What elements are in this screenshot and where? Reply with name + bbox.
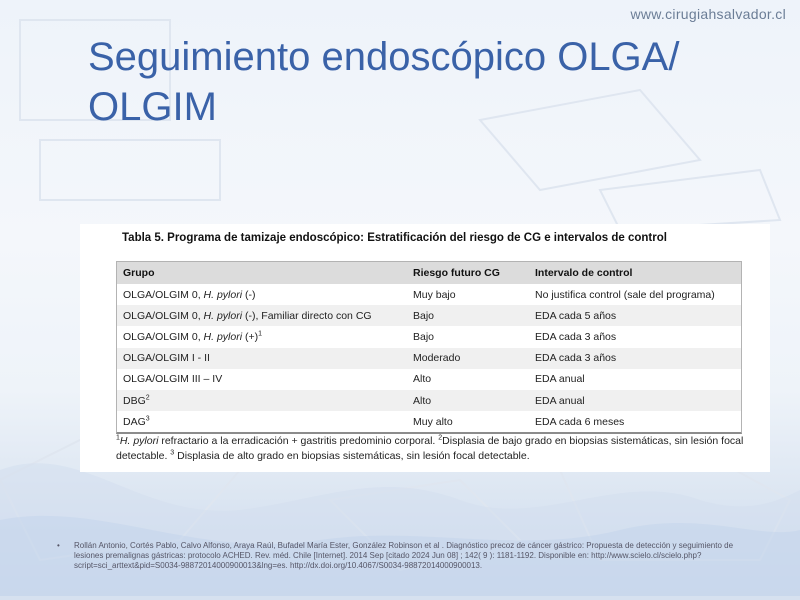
cell-intervalo: EDA cada 6 meses: [535, 415, 625, 428]
slide-title: Seguimiento endoscópico OLGA/ OLGIM: [88, 35, 680, 129]
cell-riesgo: Bajo: [407, 305, 529, 326]
cell-intervalo: No justifica control (sale del programa): [535, 288, 715, 301]
cell-intervalo: EDA cada 3 años: [535, 330, 617, 343]
table-row: [117, 326, 741, 347]
site-url: www.cirugiahsalvador.cl: [630, 6, 786, 22]
cell-intervalo: EDA anual: [535, 373, 585, 386]
cell-riesgo: Alto: [413, 373, 432, 386]
table-row: [117, 305, 741, 326]
risk-table: [117, 262, 741, 432]
table-figure: [80, 224, 770, 472]
table-footnote: $^1$H. pylori refractario a la erradicación + gastritis predominio corporal. $^2$Displasia de bajo grado en biopsias sistemáticas, sin lesión focal detectable. $^3$ Displasia de alto grado en biopsias sistemáticas, sin lesión focal detectable.: [116, 434, 744, 462]
cell-intervalo: EDA cada 3 años: [529, 348, 741, 369]
table-row: [117, 369, 741, 390]
cell-intervalo: EDA anual: [529, 390, 741, 411]
column-header-intervalo: Intervalo de control: [529, 262, 741, 284]
table-row: [117, 411, 741, 432]
cell-grupo: DBG$^2$: [117, 390, 407, 411]
cell-grupo: OLGA/OLGIM I - II: [117, 348, 407, 369]
table-caption: Tabla 5. Programa de tamizaje endoscópico: Estratificación del riesgo de CG e intervalos de control: [122, 232, 667, 244]
table-row: [117, 284, 741, 305]
cell-grupo: OLGA/OLGIM 0, H. pylori (-): [123, 288, 256, 301]
reference-citation: Rollán Antonio, Cortés Pablo, Calvo Alfonso, Araya Raúl, Bufadel María Ester, González Robinson et al . Diagnóstico precoz de cáncer gástrico: Propuesta de detección y seguimiento de lesiones premalignas gástricas: protocolo ACHED. Rev. méd. Chile [Internet]. 2014 Sep [citado 2024 Jun 08] ; 142( 9 ): 1181-1192. Disponible en: http://www.scielo.cl/scielo.php?script=sci_arttext&pid=S0034-98872014000900013&lng=es. http://dx.doi.org/10.4067/S0034-98872014000900013.: [74, 541, 734, 570]
cell-riesgo: Bajo: [413, 330, 435, 343]
column-header-grupo: Grupo: [117, 262, 407, 284]
reference-bullet: •: [57, 541, 60, 550]
column-header-riesgo: Riesgo futuro CG: [407, 262, 529, 284]
cell-intervalo: EDA cada 5 años: [529, 305, 741, 326]
cell-grupo: OLGA/OLGIM 0, H. pylori (-), Familiar directo con CG: [117, 305, 407, 326]
footer-divider: [0, 596, 800, 600]
cell-riesgo: Muy alto: [413, 415, 453, 428]
cell-grupo: DAG$^3$: [123, 415, 150, 428]
table-row: [117, 348, 741, 369]
risk-table-container: [116, 261, 742, 434]
cell-riesgo: Moderado: [407, 348, 529, 369]
cell-riesgo: Muy bajo: [413, 288, 456, 301]
table-row: [117, 390, 741, 411]
cell-grupo: OLGA/OLGIM III – IV: [123, 373, 223, 386]
cell-grupo: OLGA/OLGIM 0, H. pylori $(+)^1$: [123, 330, 262, 343]
cell-riesgo: Alto: [407, 390, 529, 411]
table-header-row: [117, 262, 741, 284]
